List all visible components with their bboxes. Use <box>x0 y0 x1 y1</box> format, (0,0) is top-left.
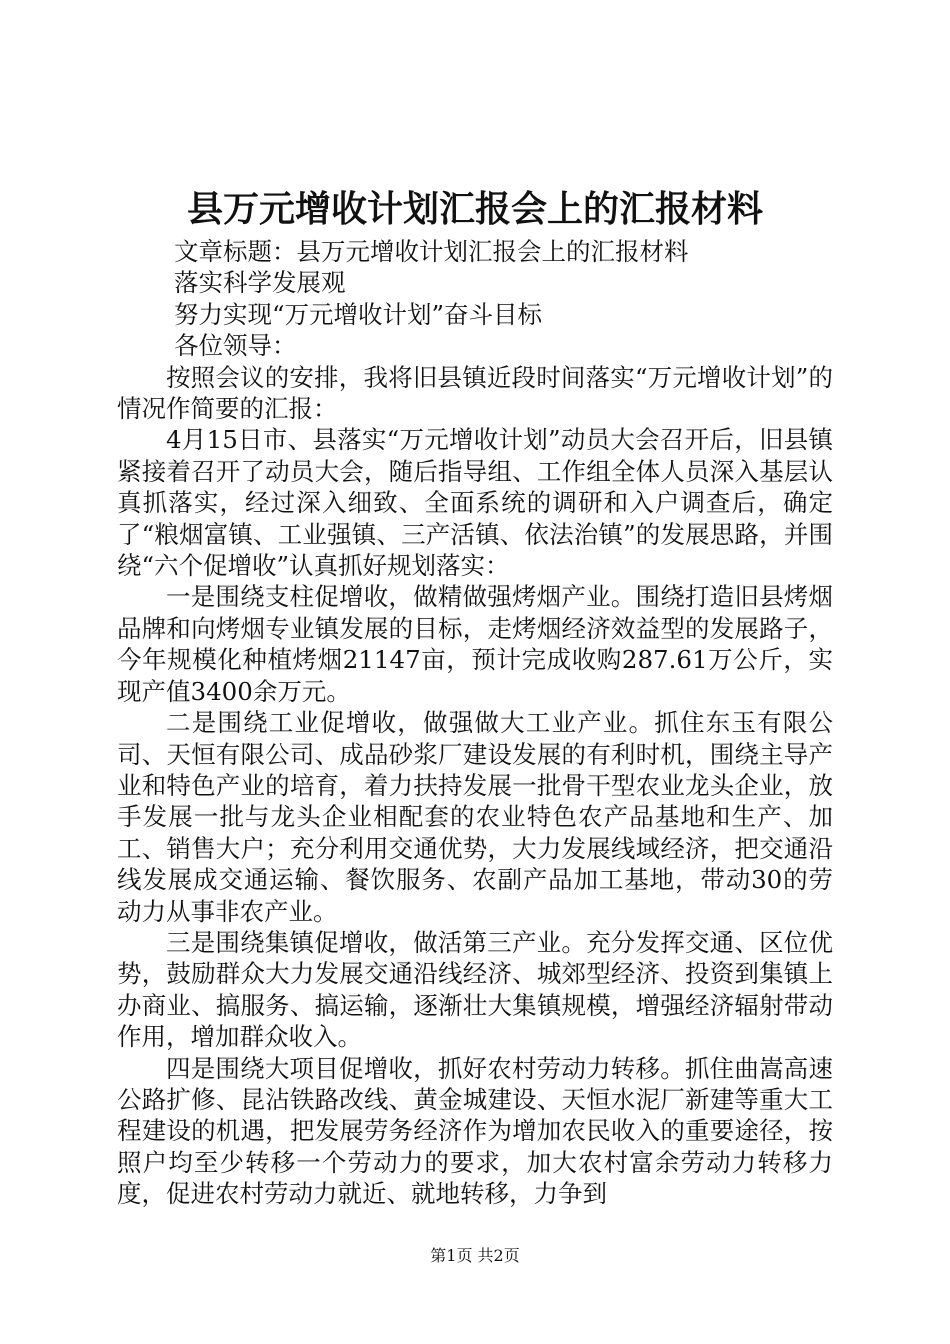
meta-line-article-title: 文章标题：县万元增收计划汇报会上的汇报材料 <box>174 237 689 266</box>
paragraph-point-4: 四是围绕大项目促增收，抓好农村劳动力转移。抓住曲嵩高速公路扩修、昆沾铁路改线、黄金城建设、天恒水泥厂新建等重大工程建设的机遇，把发展劳务经济作为增加农民收入的重要途径，按照户均至少转移一个劳动力的要求，加大农村富余劳动力转移力度，促进农村劳动力就近、就地转移，力争到 <box>117 1053 833 1209</box>
paragraph-point-2: 二是围绕工业促增收，做强做大工业产业。抓住东玉有限公司、天恒有限公司、成品砂浆厂建设发展的有利时机，围绕主导产业和特色产业的培育，着力扶持发展一批骨干型农业龙头企业，放手发展一批与龙头企业相配套的农业特色农产品基地和生产、加工、销售大户；充分利用交通优势，大力发展线域经济，把交通沿线发展成交通运输、餐饮服务、农副产品加工基地，带动30的劳动力从事非农产业。 <box>117 708 833 926</box>
document-title: 县万元增收计划汇报会上的汇报材料 <box>186 188 763 230</box>
paragraph-intro: 按照会议的安排，我将旧县镇近段时间落实“万元增收计划”的情况作简要的汇报： <box>117 362 833 424</box>
meta-line-slogan-2: 努力实现“万元增收计划”奋斗目标 <box>174 299 543 329</box>
paragraph-point-3: 三是围绕集镇促增收，做活第三产业。充分发挥交通、区位优势，鼓励群众大力发展交通沿线经济、城郊型经济、投资到集镇上办商业、搞服务、搞运输，逐渐壮大集镇规模，增强经济辐射带动作用，增加群众收入。 <box>117 927 833 1052</box>
page-footer: 第1页 共2页 <box>430 1246 520 1265</box>
paragraph-point-1: 一是围绕支柱促增收，做精做强烤烟产业。围绕打造旧县烤烟品牌和向烤烟专业镇发展的目标，走烤烟经济效益型的发展路子，今年规模化种植烤烟21147亩，预计完成收购287.61万公斤，实现产值3400余万元。 <box>117 582 833 706</box>
paragraph-background: 4月15日市、县落实“万元增收计划”动员大会召开后，旧县镇紧接着召开了动员大会，随后指导组、工作组全体人员深入基层认真抓落实，经过深入细致、全面系统的调研和入户调查后，确定了“粮烟富镇、工业强镇、三产活镇、依法治镇”的发展思路，并围绕“六个促增收”认真抓好规划落实： <box>117 425 833 581</box>
meta-line-slogan-1: 落实科学发展观 <box>174 268 346 298</box>
document-body <box>117 236 833 1210</box>
meta-line-salutation: 各位领导： <box>174 331 297 361</box>
